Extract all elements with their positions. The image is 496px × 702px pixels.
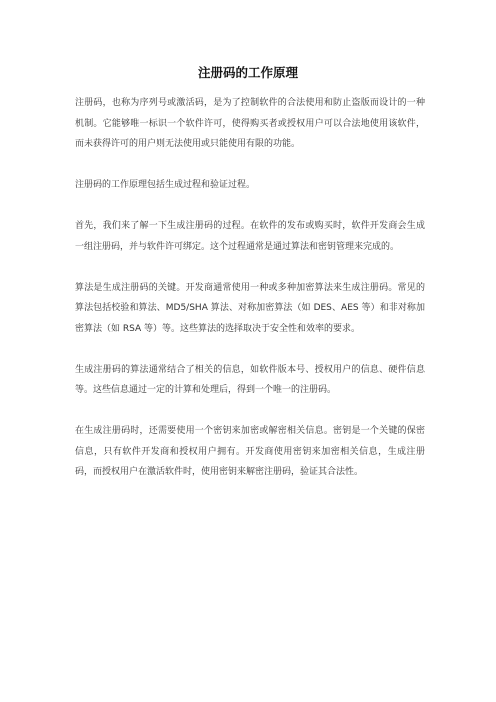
paragraph-information: 生成注册码的算法通常结合了相关的信息，如软件版本号、授权用户的信息、硬件信息等。这些信息通过一定的计算和处理后，得到一个唯一的注册码。 <box>75 364 425 395</box>
paragraph-spacer <box>75 339 425 360</box>
paragraph-spacer <box>75 155 425 176</box>
paragraph-overview: 注册码的工作原理包括生成过程和验证过程。 <box>75 180 256 190</box>
paragraph-spacer <box>75 196 425 217</box>
document-title: 注册码的工作原理 <box>197 65 298 80</box>
paragraph-algorithms: 算法是生成注册码的关键。开发商通常使用一种或多种加密算法来生成注册码。常见的算法包括校验和算法、MD5/SHA 算法、对称加密算法（如 DES、AES 等）和非对称加密算法（如 RSA 等）等。这些算法的选择取决于安全性和效率的要求。 <box>75 282 425 334</box>
paragraph-generation: 首先，我们来了解一下生成注册码的过程。在软件的发布或购买时，软件开发商会生成一组注册码，并与软件许可绑定。这个过程通常是通过算法和密钥管理来完成的。 <box>75 221 425 252</box>
paragraph-intro: 注册码，也称为序列号或激活码，是为了控制软件的合法使用和防止盗版而设计的一种机制。它能够唯一标识一个软件许可，使得购买者或授权用户可以合法地使用该软件，而未获得许可的用户则无法使用或只能使用有限的功能。 <box>75 98 425 149</box>
document-body <box>75 93 425 483</box>
paragraph-spacer <box>75 257 425 278</box>
paragraph-spacer <box>75 401 425 422</box>
paragraph-keys: 在生成注册码时，还需要使用一个密钥来加密或解密相关信息。密钥是一个关键的保密信息，只有软件开发商和授权用户拥有。开发商使用密钥来加密相关信息，生成注册码，而授权用户在激活软件时，使用密钥来解密注册码，验证其合法性。 <box>75 426 425 477</box>
